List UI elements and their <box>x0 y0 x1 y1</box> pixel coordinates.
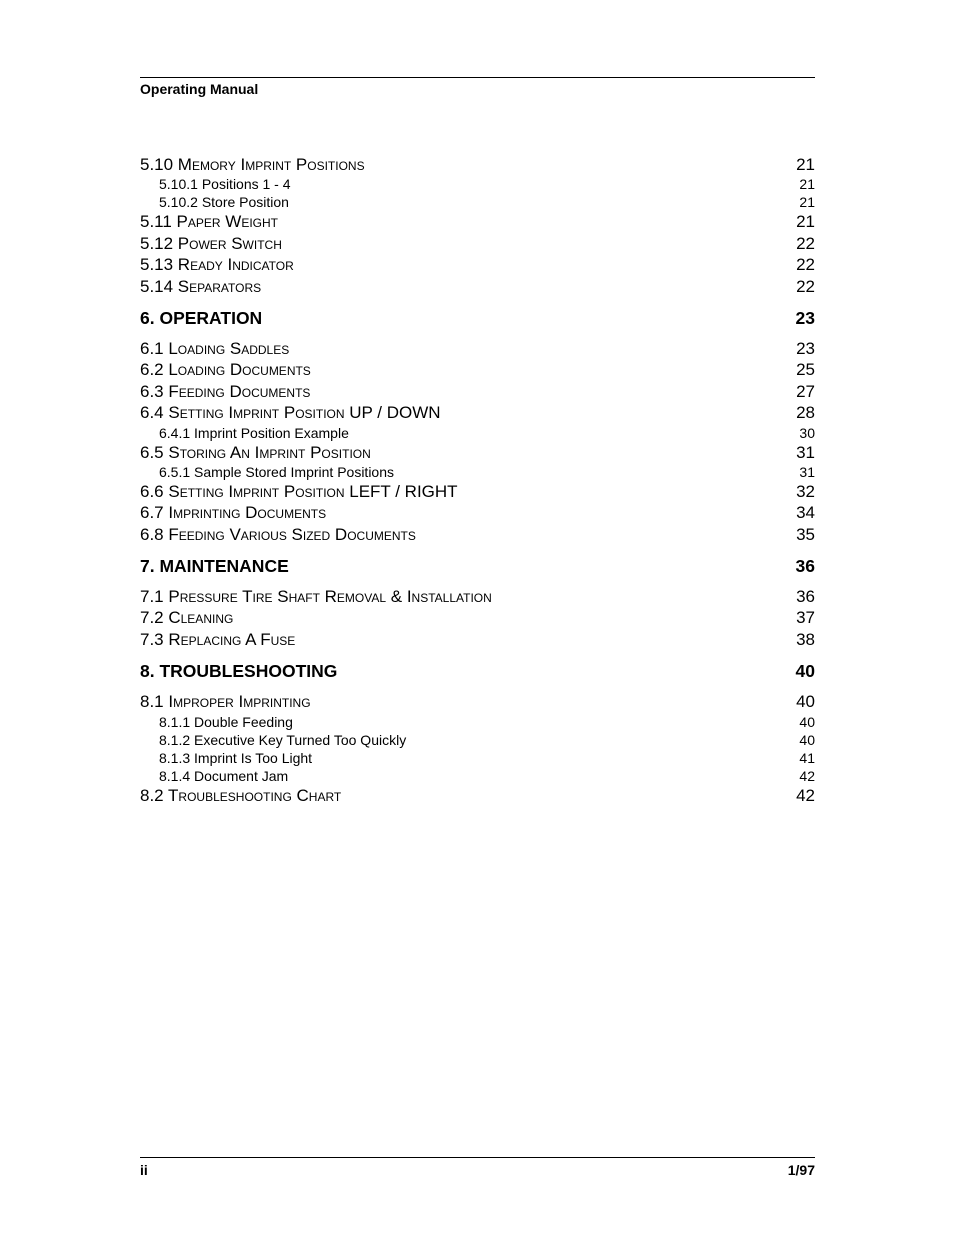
toc-entry-page: 41 <box>799 749 815 766</box>
toc-entry[interactable] <box>140 524 815 545</box>
toc-entry-title: 7. MAINTENANCE <box>140 556 289 577</box>
toc-entry[interactable] <box>140 359 815 380</box>
toc-entry-page: 25 <box>796 360 815 380</box>
toc-entry[interactable] <box>140 254 815 275</box>
toc-entry[interactable] <box>140 767 815 785</box>
toc-entry-page: 42 <box>799 767 815 784</box>
table-of-contents <box>140 154 815 806</box>
toc-entry-title: 5.13 Ready Indicator <box>140 255 294 275</box>
toc-entry-title: 8.1.3 Imprint Is Too Light <box>159 749 313 766</box>
toc-entry-title: 5.10.2 Store Position <box>159 194 289 211</box>
footer-page-roman: ii <box>140 1162 148 1178</box>
toc-entry[interactable] <box>140 586 815 607</box>
toc-entry-title: 5.10.1 Positions 1 - 4 <box>159 176 291 193</box>
toc-entry[interactable] <box>140 713 815 731</box>
toc-entry[interactable] <box>140 154 815 175</box>
toc-entry-title: 6.4 Setting Imprint Position UP / DOWN <box>140 403 441 423</box>
toc-entry-title: 6. OPERATION <box>140 307 263 328</box>
toc-entry-page: 40 <box>796 692 815 712</box>
toc-entry[interactable] <box>140 338 815 359</box>
toc-entry-title: 6.6 Setting Imprint Position LEFT / RIGHT <box>140 481 458 501</box>
toc-entry[interactable] <box>140 607 815 628</box>
toc-entry-page: 37 <box>796 608 815 628</box>
toc-entry-page: 30 <box>799 424 815 441</box>
toc-entry-page: 40 <box>799 731 815 748</box>
toc-entry[interactable] <box>140 175 815 193</box>
toc-entry[interactable] <box>140 731 815 749</box>
footer-page-count: 1/97 <box>787 1162 815 1178</box>
toc-entry-page: 40 <box>795 661 815 682</box>
toc-entry[interactable] <box>140 193 815 211</box>
toc-entry[interactable] <box>140 211 815 232</box>
toc-entry-page: 22 <box>796 233 815 253</box>
toc-entry-page: 42 <box>796 785 815 805</box>
toc-entry-title: 8.2 Troubleshooting Chart <box>140 785 342 805</box>
toc-entry[interactable] <box>140 381 815 402</box>
toc-entry-title: 7.2 Cleaning <box>140 608 234 628</box>
toc-entry-page: 23 <box>795 307 815 328</box>
toc-entry-page: 21 <box>799 194 815 211</box>
toc-entry-title: 6.1 Loading Saddles <box>140 338 290 358</box>
toc-entry-page: 21 <box>799 176 815 193</box>
toc-entry-title: 8.1.2 Executive Key Turned Too Quickly <box>159 731 407 748</box>
toc-entry-title: 6.2 Loading Documents <box>140 360 311 380</box>
toc-entry-title: 8.1.1 Double Feeding <box>159 713 293 730</box>
toc-entry[interactable] <box>140 502 815 523</box>
toc-entry[interactable] <box>140 691 815 712</box>
toc-entry-title: 6.4.1 Imprint Position Example <box>159 424 349 441</box>
toc-entry[interactable] <box>140 629 815 650</box>
toc-entry-title: 5.14 Separators <box>140 276 262 296</box>
toc-entry-page: 31 <box>799 463 815 480</box>
toc-entry-page: 40 <box>799 713 815 730</box>
header-title: Operating Manual <box>140 81 259 97</box>
toc-entry-page: 32 <box>796 481 815 501</box>
toc-entry[interactable] <box>140 463 815 481</box>
toc-entry-page: 22 <box>796 255 815 275</box>
toc-entry-page: 31 <box>796 442 815 462</box>
toc-entry-page: 21 <box>796 155 815 174</box>
toc-entry-title: 6.5.1 Sample Stored Imprint Positions <box>159 463 395 480</box>
page-footer <box>140 1157 815 1179</box>
toc-entry[interactable] <box>140 481 815 502</box>
toc-entry-page: 22 <box>796 276 815 296</box>
toc-entry-page: 21 <box>796 212 815 232</box>
toc-entry[interactable] <box>140 402 815 423</box>
toc-entry-page: 36 <box>796 587 815 607</box>
toc-entry-page: 23 <box>796 338 815 358</box>
toc-entry[interactable] <box>140 424 815 442</box>
toc-entry[interactable] <box>140 555 815 577</box>
toc-entry-title: 8.1.4 Document Jam <box>159 767 289 784</box>
page-header <box>140 77 815 98</box>
toc-entry-title: 5.11 Paper Weight <box>140 212 279 232</box>
toc-entry-page: 27 <box>796 381 815 401</box>
toc-entry-title: 6.5 Storing An Imprint Position <box>140 442 371 462</box>
toc-entry-title: 7.1 Pressure Tire Shaft Removal & Installation <box>140 587 492 607</box>
toc-entry-page: 36 <box>795 556 815 577</box>
toc-entry-title: 5.10 Memory Imprint Positions <box>140 155 365 174</box>
toc-entry-title: 8.1 Improper Imprinting <box>140 692 311 712</box>
toc-entry-title: 8. TROUBLESHOOTING <box>140 661 338 682</box>
toc-entry-title: 6.3 Feeding Documents <box>140 381 311 401</box>
toc-entry-title: 6.7 Imprinting Documents <box>140 503 327 523</box>
toc-entry-title: 5.12 Power Switch <box>140 233 282 253</box>
toc-entry[interactable] <box>140 660 815 682</box>
toc-entry[interactable] <box>140 749 815 767</box>
toc-entry[interactable] <box>140 233 815 254</box>
toc-entry-page: 38 <box>796 629 815 649</box>
toc-entry[interactable] <box>140 307 815 329</box>
toc-entry-page: 34 <box>796 503 815 523</box>
toc-entry[interactable] <box>140 442 815 463</box>
toc-entry-title: 6.8 Feeding Various Sized Documents <box>140 524 416 544</box>
toc-entry[interactable] <box>140 785 815 806</box>
toc-entry-page: 35 <box>796 524 815 544</box>
toc-entry-title: 7.3 Replacing A Fuse <box>140 629 296 649</box>
toc-entry[interactable] <box>140 276 815 297</box>
toc-entry-page: 28 <box>796 403 815 423</box>
